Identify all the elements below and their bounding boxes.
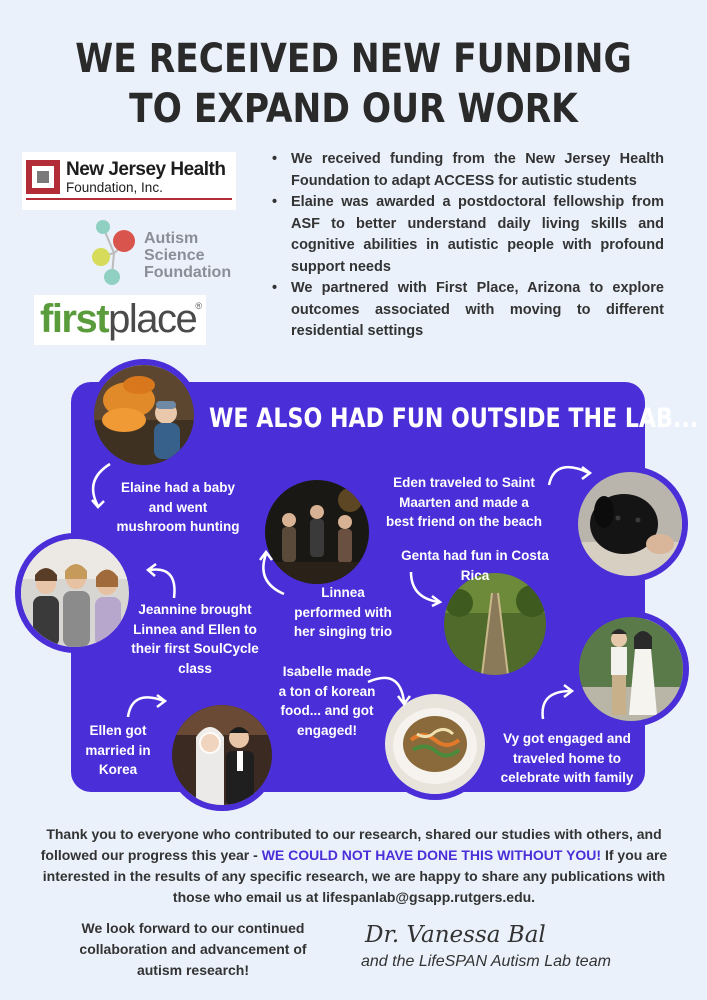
caption-vy: Vy got engaged and traveled home to celebrate with family (500, 731, 634, 785)
funding-bullet-list (272, 149, 664, 343)
arrow-linnea-icon (252, 548, 292, 598)
bullet-asf: • Elaine was awarded a postdoctoral fellowship from ASF to better understand daily living skills and cognitive abilities in autistic people with profound support needs (272, 192, 664, 278)
registered-mark: ® (195, 301, 202, 311)
njhf-logo-name: New Jersey Health (66, 159, 226, 180)
arrow-ellen-icon (122, 685, 170, 721)
closing-text: We look forward to our continued collaboration and advancement of autism research! (79, 920, 307, 978)
thanks-paragraph (40, 824, 668, 908)
arrow-vy-icon (535, 683, 579, 723)
firstplace-logo-text: firstplace (40, 297, 197, 341)
asf-logo (90, 215, 250, 290)
signature: Dr. Vanessa Bal (365, 922, 546, 948)
arrow-jeannine-icon (138, 560, 182, 604)
arrow-eden-icon (543, 455, 597, 491)
title-line-1: WE RECEIVED NEW FUNDING (75, 36, 632, 82)
njhf-logo (22, 152, 236, 210)
caption-elaine: Elaine had a baby and went mushroom hunting (116, 480, 240, 534)
njhf-underline (26, 198, 232, 200)
thanks-text-1: Thank you to everyone who contributed to our research, shared our studies with others, and followed our progress this year - (40, 826, 662, 863)
page-title (49, 34, 657, 134)
fun-panel-title: WE ALSO HAD FUN OUTSIDE THE LAB... (209, 403, 699, 434)
asf-logo-text: Autism Science Foundation (144, 230, 232, 281)
bullet-njhf: • We received funding from the New Jersey Health Foundation to adapt ACCESS for autistic students (272, 149, 664, 192)
thanks-highlight: WE COULD NOT HAVE DONE THIS WITHOUT YOU! (261, 847, 602, 863)
caption-linnea: Linnea performed with her singing trio (293, 585, 393, 639)
firstplace-logo (34, 295, 206, 345)
photo-soulcycle (15, 533, 135, 653)
thanks-text-2: If you are interested in the results of any specific research, we are happy to share any publications with those who email us at lifespanlab@gsapp.rutgers.edu. (42, 847, 668, 905)
asf-molecule-icon (90, 215, 150, 290)
caption-genta: Genta had fun in Costa Rica (401, 548, 549, 583)
photo-mushroom-baby (88, 359, 200, 471)
caption-ellen: Ellen got married in Korea (85, 723, 151, 777)
njhf-mark-icon (26, 160, 60, 194)
njhf-logo-sub: Foundation, Inc. (66, 180, 163, 195)
caption-isabelle: Isabelle made a ton of korean food... and got engaged! (278, 664, 376, 738)
bullet-firstplace: • We partnered with First Place, Arizona to explore outcomes associated with moving to different residential settings (272, 278, 664, 343)
caption-eden: Eden traveled to Saint Maarten and made a best friend on the beach (385, 475, 543, 529)
photo-wedding-korea (166, 699, 278, 811)
team-line: and the LifeSPAN Autism Lab team (361, 953, 611, 970)
photo-engaged-couple (573, 611, 689, 727)
caption-jeannine: Jeannine brought Linnea and Ellen to their first SoulCycle class (131, 602, 259, 676)
title-line-2: TO EXPAND OUR WORK (129, 86, 578, 132)
